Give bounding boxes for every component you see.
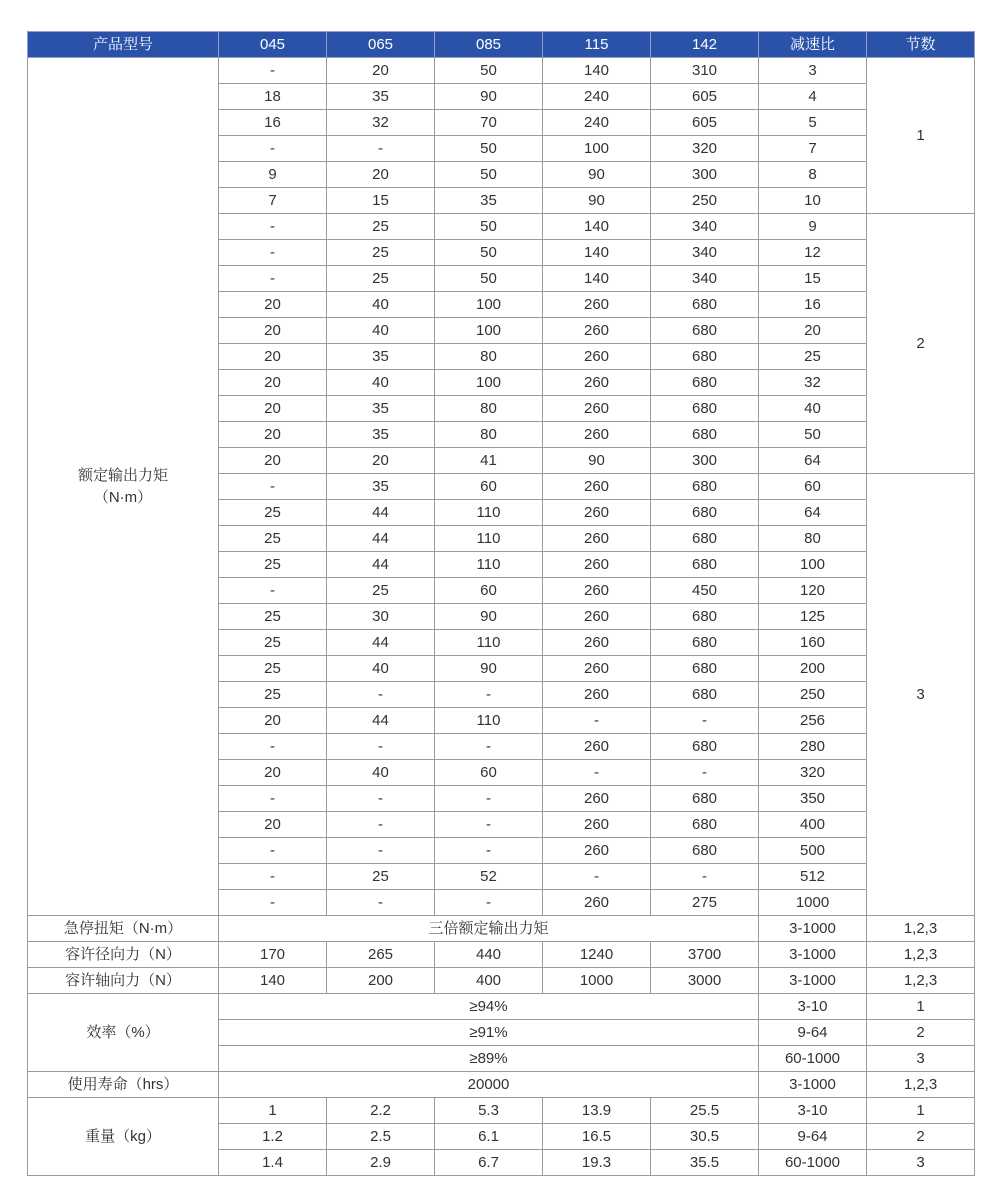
stage-cell: 1 [867, 1098, 975, 1124]
ratio-cell: 160 [759, 630, 867, 656]
torque-value-cell: 20 [219, 344, 327, 370]
torque-value-cell: 40 [327, 760, 435, 786]
service-life-label: 使用寿命（hrs） [28, 1072, 219, 1098]
force-value-cell: 3700 [651, 942, 759, 968]
torque-value-cell: 60 [435, 760, 543, 786]
efficiency-label: 效率（%） [28, 994, 219, 1072]
torque-value-cell: 35 [327, 84, 435, 110]
radial-force-row [28, 942, 975, 968]
torque-value-cell: 60 [435, 578, 543, 604]
torque-label [28, 58, 219, 916]
torque-value-cell: 260 [543, 630, 651, 656]
torque-value-cell: 680 [651, 344, 759, 370]
torque-value-cell: - [327, 812, 435, 838]
torque-value-cell: 605 [651, 84, 759, 110]
torque-value-cell: - [327, 838, 435, 864]
header-cell: 减速比 [759, 32, 867, 58]
emergency-stop-label: 急停扭矩（N·m） [28, 916, 219, 942]
torque-value-cell: 260 [543, 734, 651, 760]
service-life-row [28, 1072, 975, 1098]
spec-table [27, 31, 975, 1176]
torque-value-cell: - [435, 838, 543, 864]
torque-value-cell: 260 [543, 552, 651, 578]
ratio-cell: 512 [759, 864, 867, 890]
torque-value-cell: 25 [327, 214, 435, 240]
ratio-cell: 500 [759, 838, 867, 864]
ratio-cell: 3-1000 [759, 942, 867, 968]
torque-value-cell: 110 [435, 500, 543, 526]
header-cell: 节数 [867, 32, 975, 58]
torque-value-cell: - [651, 760, 759, 786]
force-value-cell: 400 [435, 968, 543, 994]
torque-value-cell: 80 [435, 344, 543, 370]
torque-value-cell: 260 [543, 656, 651, 682]
torque-value-cell: 35 [327, 474, 435, 500]
torque-value-cell: - [435, 786, 543, 812]
torque-value-cell: 7 [219, 188, 327, 214]
header-cell: 产品型号 [28, 32, 219, 58]
ratio-cell: 5 [759, 110, 867, 136]
ratio-cell: 60-1000 [759, 1150, 867, 1176]
torque-value-cell: 680 [651, 812, 759, 838]
torque-value-cell: - [327, 136, 435, 162]
torque-value-cell: - [219, 734, 327, 760]
torque-value-cell: - [651, 708, 759, 734]
weight-value-cell: 13.9 [543, 1098, 651, 1124]
torque-value-cell: - [543, 864, 651, 890]
torque-value-cell: 25 [219, 500, 327, 526]
torque-value-cell: 25 [219, 656, 327, 682]
torque-value-cell: 90 [543, 188, 651, 214]
torque-value-cell: 44 [327, 630, 435, 656]
stage-cell: 2 [867, 1020, 975, 1046]
torque-value-cell: 680 [651, 838, 759, 864]
ratio-cell: 25 [759, 344, 867, 370]
weight-value-cell: 5.3 [435, 1098, 543, 1124]
torque-value-cell: 80 [435, 396, 543, 422]
ratio-cell: 120 [759, 578, 867, 604]
torque-value-cell: 40 [327, 318, 435, 344]
stage-cell: 1,2,3 [867, 968, 975, 994]
weight-value-cell: 1 [219, 1098, 327, 1124]
torque-value-cell: 20 [219, 370, 327, 396]
weight-value-cell: 2.2 [327, 1098, 435, 1124]
ratio-cell: 40 [759, 396, 867, 422]
torque-label-line1: 额定输出力矩 [77, 466, 168, 484]
weight-label: 重量（kg） [28, 1098, 219, 1176]
torque-value-cell: 50 [435, 162, 543, 188]
torque-value-cell: - [219, 578, 327, 604]
ratio-cell: 100 [759, 552, 867, 578]
emergency-stop-value: 三倍额定输出力矩 [219, 916, 759, 942]
ratio-cell: 15 [759, 266, 867, 292]
torque-value-cell: 260 [543, 396, 651, 422]
ratio-cell: 3-1000 [759, 968, 867, 994]
torque-value-cell: 20 [219, 396, 327, 422]
stage-cell: 2 [867, 1124, 975, 1150]
torque-value-cell: 80 [435, 422, 543, 448]
torque-value-cell: 20 [327, 162, 435, 188]
efficiency-value: ≥94% [219, 994, 759, 1020]
torque-value-cell: - [327, 682, 435, 708]
ratio-cell: 32 [759, 370, 867, 396]
torque-value-cell: 260 [543, 812, 651, 838]
force-value-cell: 440 [435, 942, 543, 968]
force-value-cell: 1000 [543, 968, 651, 994]
axial-force-row [28, 968, 975, 994]
torque-value-cell: 50 [435, 214, 543, 240]
ratio-cell: 1000 [759, 890, 867, 916]
ratio-cell: 3-10 [759, 994, 867, 1020]
torque-value-cell: 680 [651, 396, 759, 422]
torque-value-cell: 260 [543, 786, 651, 812]
torque-value-cell: 260 [543, 838, 651, 864]
torque-value-cell: 90 [435, 656, 543, 682]
torque-value-cell: - [219, 58, 327, 84]
torque-value-cell: 680 [651, 474, 759, 500]
ratio-cell: 200 [759, 656, 867, 682]
weight-value-cell: 2.9 [327, 1150, 435, 1176]
torque-value-cell: 35 [327, 396, 435, 422]
torque-value-cell: 680 [651, 630, 759, 656]
stage-cell: 3 [867, 474, 975, 916]
torque-value-cell: 100 [543, 136, 651, 162]
torque-value-cell: 25 [327, 864, 435, 890]
force-value-cell: 3000 [651, 968, 759, 994]
ratio-cell: 350 [759, 786, 867, 812]
torque-value-cell: 44 [327, 708, 435, 734]
torque-value-cell: 680 [651, 682, 759, 708]
torque-value-cell: 680 [651, 526, 759, 552]
ratio-cell: 400 [759, 812, 867, 838]
torque-value-cell: - [219, 890, 327, 916]
ratio-cell: 9-64 [759, 1124, 867, 1150]
torque-value-cell: 140 [543, 214, 651, 240]
torque-value-cell: 260 [543, 422, 651, 448]
torque-value-cell: - [435, 682, 543, 708]
header-cell: 045 [219, 32, 327, 58]
torque-value-cell: 25 [219, 630, 327, 656]
torque-value-cell: 300 [651, 448, 759, 474]
torque-value-cell: 110 [435, 708, 543, 734]
torque-value-cell: 52 [435, 864, 543, 890]
force-value-cell: 265 [327, 942, 435, 968]
torque-value-cell: 680 [651, 656, 759, 682]
torque-value-cell: 300 [651, 162, 759, 188]
torque-value-cell: 41 [435, 448, 543, 474]
torque-value-cell: - [543, 760, 651, 786]
torque-value-cell: 680 [651, 318, 759, 344]
torque-value-cell: 110 [435, 552, 543, 578]
torque-value-cell: 25 [327, 578, 435, 604]
torque-value-cell: 20 [219, 422, 327, 448]
ratio-cell: 125 [759, 604, 867, 630]
torque-value-cell: 20 [327, 58, 435, 84]
torque-value-cell: 44 [327, 500, 435, 526]
ratio-cell: 3 [759, 58, 867, 84]
torque-value-cell: 20 [219, 708, 327, 734]
stage-cell: 1 [867, 58, 975, 214]
torque-value-cell: 40 [327, 292, 435, 318]
force-value-cell: 1240 [543, 942, 651, 968]
torque-value-cell: 605 [651, 110, 759, 136]
torque-value-cell: - [219, 214, 327, 240]
torque-value-cell: 680 [651, 604, 759, 630]
torque-value-cell: 90 [543, 162, 651, 188]
ratio-cell: 64 [759, 500, 867, 526]
torque-value-cell: 100 [435, 292, 543, 318]
torque-value-cell: 20 [219, 448, 327, 474]
stage-cell: 2 [867, 214, 975, 474]
force-value-cell: 140 [219, 968, 327, 994]
ratio-cell: 80 [759, 526, 867, 552]
weight-value-cell: 35.5 [651, 1150, 759, 1176]
weight-value-cell: 16.5 [543, 1124, 651, 1150]
torque-value-cell: 240 [543, 110, 651, 136]
ratio-cell: 8 [759, 162, 867, 188]
torque-row [28, 58, 975, 84]
ratio-cell: 256 [759, 708, 867, 734]
torque-value-cell: - [219, 786, 327, 812]
torque-value-cell: 35 [435, 188, 543, 214]
torque-value-cell: 275 [651, 890, 759, 916]
torque-value-cell: 310 [651, 58, 759, 84]
torque-value-cell: 50 [435, 266, 543, 292]
torque-value-cell: 260 [543, 292, 651, 318]
header-cell: 085 [435, 32, 543, 58]
table-header-row [28, 32, 975, 58]
weight-value-cell: 25.5 [651, 1098, 759, 1124]
torque-value-cell: 50 [435, 136, 543, 162]
ratio-cell: 250 [759, 682, 867, 708]
torque-value-cell: - [435, 812, 543, 838]
torque-value-cell: 50 [435, 58, 543, 84]
torque-value-cell: 40 [327, 656, 435, 682]
torque-value-cell: 32 [327, 110, 435, 136]
weight-value-cell: 6.1 [435, 1124, 543, 1150]
efficiency-row [28, 994, 975, 1020]
torque-value-cell: 25 [219, 526, 327, 552]
stage-cell: 1 [867, 994, 975, 1020]
torque-value-cell: 260 [543, 500, 651, 526]
ratio-cell: 4 [759, 84, 867, 110]
torque-value-cell: 450 [651, 578, 759, 604]
header-cell: 142 [651, 32, 759, 58]
torque-value-cell: 25 [219, 604, 327, 630]
torque-value-cell: 25 [219, 552, 327, 578]
stage-cell: 1,2,3 [867, 916, 975, 942]
force-value-cell: 200 [327, 968, 435, 994]
torque-value-cell: 340 [651, 266, 759, 292]
weight-value-cell: 30.5 [651, 1124, 759, 1150]
efficiency-value: ≥91% [219, 1020, 759, 1046]
torque-value-cell: 100 [435, 318, 543, 344]
ratio-cell: 3-1000 [759, 1072, 867, 1098]
torque-value-cell: 25 [327, 240, 435, 266]
torque-value-cell: - [219, 266, 327, 292]
torque-value-cell: 44 [327, 552, 435, 578]
torque-value-cell: - [327, 734, 435, 760]
emergency-stop-row [28, 916, 975, 942]
torque-value-cell: 16 [219, 110, 327, 136]
axial-force-label: 容许轴向力（N） [28, 968, 219, 994]
ratio-cell: 320 [759, 760, 867, 786]
torque-value-cell: 90 [435, 604, 543, 630]
torque-value-cell: - [651, 864, 759, 890]
torque-value-cell: 110 [435, 630, 543, 656]
torque-value-cell: 110 [435, 526, 543, 552]
torque-value-cell: 50 [435, 240, 543, 266]
torque-value-cell: 260 [543, 682, 651, 708]
service-life-value: 20000 [219, 1072, 759, 1098]
ratio-cell: 64 [759, 448, 867, 474]
weight-value-cell: 6.7 [435, 1150, 543, 1176]
stage-cell: 1,2,3 [867, 1072, 975, 1098]
ratio-cell: 9-64 [759, 1020, 867, 1046]
torque-label-line2: （N·m） [93, 488, 153, 506]
ratio-cell: 280 [759, 734, 867, 760]
torque-value-cell: 90 [543, 448, 651, 474]
torque-value-cell: 240 [543, 84, 651, 110]
torque-value-cell: 260 [543, 474, 651, 500]
torque-value-cell: - [435, 890, 543, 916]
torque-value-cell: 260 [543, 318, 651, 344]
ratio-cell: 20 [759, 318, 867, 344]
torque-value-cell: 20 [327, 448, 435, 474]
ratio-cell: 12 [759, 240, 867, 266]
weight-value-cell: 2.5 [327, 1124, 435, 1150]
ratio-cell: 3-1000 [759, 916, 867, 942]
torque-value-cell: 260 [543, 370, 651, 396]
torque-value-cell: 340 [651, 240, 759, 266]
weight-value-cell: 1.2 [219, 1124, 327, 1150]
ratio-cell: 60-1000 [759, 1046, 867, 1072]
header-cell: 115 [543, 32, 651, 58]
torque-value-cell: 70 [435, 110, 543, 136]
stage-cell: 3 [867, 1150, 975, 1176]
torque-value-cell: 140 [543, 58, 651, 84]
torque-value-cell: 20 [219, 760, 327, 786]
ratio-cell: 10 [759, 188, 867, 214]
torque-value-cell: - [327, 890, 435, 916]
efficiency-value: ≥89% [219, 1046, 759, 1072]
torque-value-cell: - [435, 734, 543, 760]
torque-value-cell: 60 [435, 474, 543, 500]
torque-value-cell: 680 [651, 292, 759, 318]
torque-value-cell: 30 [327, 604, 435, 630]
stage-cell: 3 [867, 1046, 975, 1072]
torque-value-cell: 9 [219, 162, 327, 188]
torque-value-cell: 680 [651, 786, 759, 812]
ratio-cell: 50 [759, 422, 867, 448]
ratio-cell: 3-10 [759, 1098, 867, 1124]
header-cell: 065 [327, 32, 435, 58]
torque-value-cell: 40 [327, 370, 435, 396]
torque-value-cell: 140 [543, 266, 651, 292]
torque-value-cell: 320 [651, 136, 759, 162]
torque-value-cell: 35 [327, 422, 435, 448]
torque-value-cell: 260 [543, 526, 651, 552]
torque-value-cell: - [219, 240, 327, 266]
torque-value-cell: 44 [327, 526, 435, 552]
torque-value-cell: 250 [651, 188, 759, 214]
torque-value-cell: - [219, 474, 327, 500]
torque-value-cell: 25 [219, 682, 327, 708]
torque-value-cell: 35 [327, 344, 435, 370]
torque-value-cell: 20 [219, 318, 327, 344]
torque-value-cell: 18 [219, 84, 327, 110]
torque-value-cell: - [219, 838, 327, 864]
torque-value-cell: 260 [543, 578, 651, 604]
torque-value-cell: 25 [327, 266, 435, 292]
torque-value-cell: 680 [651, 422, 759, 448]
torque-value-cell: 680 [651, 734, 759, 760]
table-body [28, 58, 975, 1176]
torque-value-cell: 680 [651, 500, 759, 526]
torque-value-cell: 340 [651, 214, 759, 240]
torque-value-cell: 260 [543, 344, 651, 370]
torque-value-cell: - [327, 786, 435, 812]
torque-value-cell: - [219, 136, 327, 162]
torque-value-cell: 20 [219, 292, 327, 318]
torque-value-cell: 260 [543, 890, 651, 916]
torque-value-cell: - [543, 708, 651, 734]
torque-value-cell: 680 [651, 552, 759, 578]
weight-row [28, 1098, 975, 1124]
torque-value-cell: 15 [327, 188, 435, 214]
torque-value-cell: 680 [651, 370, 759, 396]
ratio-cell: 16 [759, 292, 867, 318]
ratio-cell: 9 [759, 214, 867, 240]
torque-value-cell: 90 [435, 84, 543, 110]
torque-value-cell: 20 [219, 812, 327, 838]
stage-cell: 1,2,3 [867, 942, 975, 968]
weight-value-cell: 19.3 [543, 1150, 651, 1176]
force-value-cell: 170 [219, 942, 327, 968]
torque-value-cell: 140 [543, 240, 651, 266]
torque-value-cell: 260 [543, 604, 651, 630]
ratio-cell: 7 [759, 136, 867, 162]
ratio-cell: 60 [759, 474, 867, 500]
weight-value-cell: 1.4 [219, 1150, 327, 1176]
torque-value-cell: 100 [435, 370, 543, 396]
torque-value-cell: - [219, 864, 327, 890]
radial-force-label: 容许径向力（N） [28, 942, 219, 968]
